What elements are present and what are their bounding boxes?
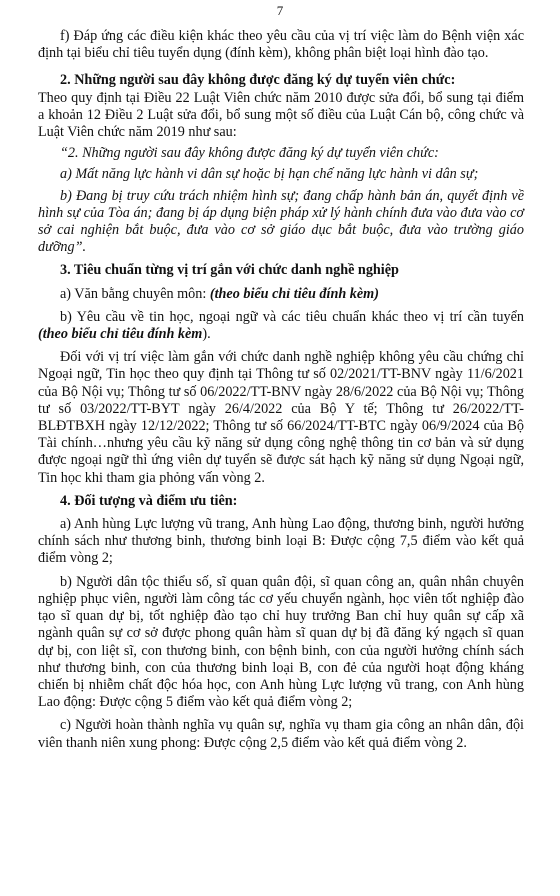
standard-a-note: (theo biểu chỉ tiêu đính kèm) (209, 285, 379, 302)
section-heading-4: 4. Đối tượng và điểm ưu tiên: (60, 492, 238, 509)
quote-item-a: a) Mất năng lực hành vi dân sự hoặc bị hạn chế năng lực hành vi dân sự; (60, 166, 479, 183)
page-number: 7 (276, 3, 284, 18)
standard-b-text: b) Yêu cầu về tin học, ngoại ngữ và các tiêu chuẩn khác theo vị trí cần tuyển (60, 308, 524, 325)
section-heading-3: 3. Tiêu chuẩn từng vị trí gắn với chức danh nghề nghiệp (60, 262, 399, 279)
priority-item-b: b) Người dân tộc thiểu số, sĩ quan quân đội, sĩ quan công an, quân nhân chuyên nghiệp phục viên, người làm công tác cơ yếu chuyển ngành, học viên tốt nghiệp đào tạo sĩ quan dự bị, tốt nghiệp đào tạo chỉ huy trưởng Ban chỉ huy quân sự cấp xã ngành quân sự cơ sở được phong quân hàm sĩ quan dự bị đã đăng ký ngạch sĩ quan dự bị, con liệt sĩ, con thương binh, con bệnh binh, con của người hưởng chính sách như thương binh, con của thương binh loại B, con đẻ của người hoạt động kháng chiến bị nhiễm chất độc hóa học, con Anh hùng Lực lượng vũ trang, con Anh hùng Lao động: Được cộng 5 điểm vào kết quả điểm vòng 2; (38, 573, 524, 711)
quote-title: “2. Những người sau đây không được đăng ký dự tuyển viên chức: (60, 145, 439, 162)
paragraph-language-it-requirements: Đối với vị trí việc làm gắn với chức danh nghề nghiệp không yêu cầu chứng chỉ Ngoại ngữ, Tin học theo quy định tại Thông tư số 02/2021/TT-BNV ngày 11/6/2021 của Bộ Nội vụ; Thông tư số 06/2022/TT-BNV ngày 28/6/2022 của Bộ Nội vụ; Thông tư số 03/2022/TT-BYT ngày 26/4/2022 của Bộ Y tế; Thông tư 26/2022/TT-BLĐTBXH ngày 12/12/2022; Thông tư số 66/2024/TT-BTC ngày 06/9/2024 của Bộ Tài chính…nhưng yêu cầu kỹ năng sử dụng công nghệ thông tin cơ bản và sử dụng được ngoại ngữ thì ứng viên dự tuyển sẽ được sát hạch kỹ năng sử dụng Ngoại ngữ, Tin học khi tham gia phỏng vấn vòng 2. (38, 349, 524, 486)
paragraph-standard-a (38, 286, 524, 303)
standard-b-end: ). (202, 326, 211, 343)
priority-item-c: c) Người hoàn thành nghĩa vụ quân sự, nghĩa vụ tham gia công an nhân dân, đội viên thanh niên xung phong: Được cộng 2,5 điểm vào kết quả điểm vòng 2. (38, 717, 524, 751)
section-heading-2: 2. Những người sau đây không được đăng ký dự tuyển viên chức: (60, 72, 456, 89)
paragraph-standard-b (38, 309, 524, 343)
quote-item-b: b) Đang bị truy cứu trách nhiệm hình sự; đang chấp hành bản án, quyết định về hình sự của Tòa án; đang bị áp dụng biện pháp xử lý hành chính đưa vào đưa vào cơ sở cai nghiện bắt buộc, đưa vào cơ sở giáo dục bắt buộc, đưa vào trường giáo dưỡng”. (38, 187, 524, 256)
priority-item-a: a) Anh hùng Lực lượng vũ trang, Anh hùng Lao động, thương binh, người hưởng chính sách như thương binh, thương binh loại B: Được cộng 7,5 điểm vào kết quả điểm vòng 2; (38, 516, 524, 567)
paragraph-condition-f: f) Đáp ứng các điều kiện khác theo yêu cầu của vị trí việc làm do Bệnh viện xác định tại biểu chỉ tiêu tuyển dụng (đính kèm), không phân biệt loại hình đào tạo. (38, 28, 524, 62)
standard-b-note: (theo biểu chỉ tiêu đính kèm (38, 326, 203, 343)
paragraph-legal-basis: Theo quy định tại Điều 22 Luật Viên chức năm 2010 được sửa đổi, bổ sung tại điểm a khoản 12 Điều 2 Luật sửa đổi, bổ sung một số điều của Luật Cán bộ, công chức và Luật Viên chức năm 2019 như sau: (38, 89, 524, 141)
document-body (38, 28, 524, 752)
standard-a-text: a) Văn bằng chuyên môn: (60, 285, 210, 302)
